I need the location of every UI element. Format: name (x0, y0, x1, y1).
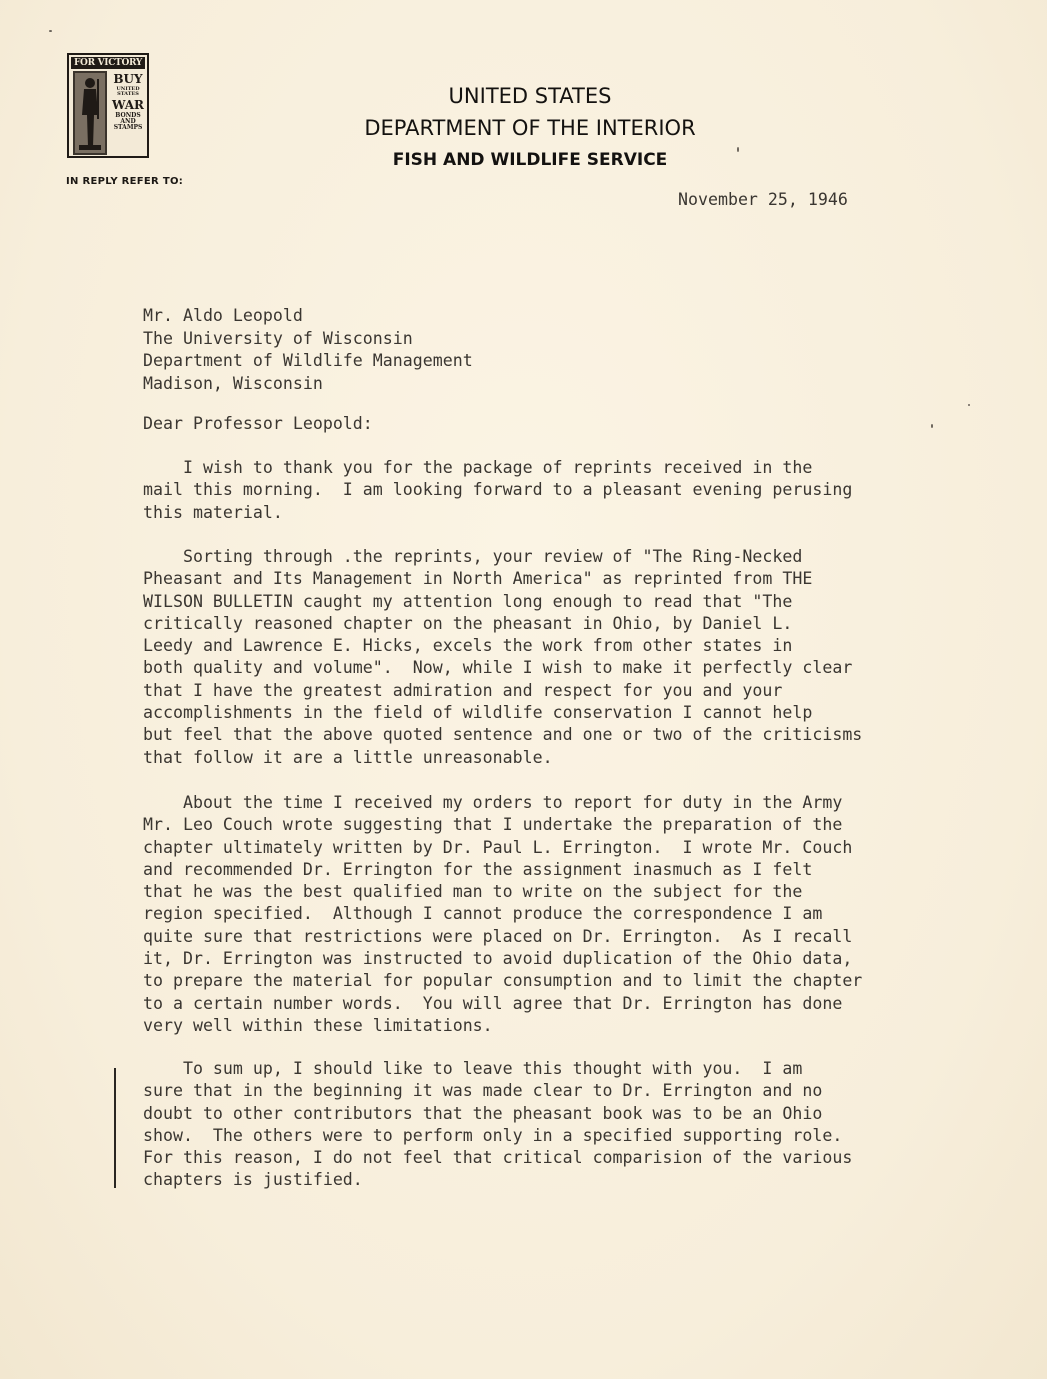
paragraph-2 (143, 546, 862, 769)
body-line: both quality and volume". Now, while I wish to make it perfectly clear (143, 658, 853, 678)
body-line: to prepare the material for popular consumption and to limit the chapter (143, 971, 863, 991)
body-line: it, Dr. Errington was instructed to avoid duplication of the Ohio data, (143, 949, 853, 969)
stamp-bonds-stamps: BONDS AND STAMPS (113, 112, 143, 131)
body-line: mail this morning. I am looking forward to a pleasant evening perusing (143, 480, 853, 500)
letterhead-line-2: DEPARTMENT OF THE INTERIOR (364, 116, 696, 140)
body-line: I wish to thank you for the package of reprints received in the (143, 458, 813, 477)
body-line: very well within these limitations. (143, 1015, 493, 1035)
body-line: About the time I received my orders to report for duty in the Army (143, 793, 843, 812)
body-line: region specified. Although I cannot produce the correspondence I am (143, 904, 823, 924)
body-line: and recommended Dr. Errington for the assignment inasmuch as I felt (143, 859, 813, 879)
recipient-address (143, 305, 473, 395)
body-line: Sorting through .the reprints, your review of "The Ring-Necked (143, 547, 803, 566)
body-line: doubt to other contributors that the pheasant book was to be an Ohio (143, 1103, 823, 1123)
body-line: For this reason, I do not feel that critical comparision of the various (143, 1148, 853, 1168)
address-line: Madison, Wisconsin (143, 373, 323, 393)
paragraph-1 (143, 457, 852, 524)
body-line: Leedy and Lawrence E. Hicks, excels the work from other states in (143, 636, 793, 656)
letterhead-line-1: UNITED STATES (448, 84, 612, 108)
reply-refer-label: IN REPLY REFER TO: (66, 176, 184, 187)
stamp-buy-text (109, 73, 147, 131)
body-line: critically reasoned chapter on the pheasant in Ohio, by Daniel L. (143, 613, 793, 633)
body-line: to a certain number words. You will agree that Dr. Errington has done (143, 993, 843, 1013)
body-line: Mr. Leo Couch wrote suggesting that I undertake the preparation of the (143, 815, 843, 835)
body-line: chapter ultimately written by Dr. Paul L. Errington. I wrote Mr. Couch (143, 837, 853, 857)
paper-speck (737, 147, 739, 152)
paper-speck (931, 424, 933, 428)
stamp-war: WAR (112, 98, 144, 112)
address-line: The University of Wisconsin (143, 328, 413, 348)
stamp-buy: BUY (113, 72, 143, 86)
body-line: that he was the best qualified man to write on the subject for the (143, 882, 803, 902)
address-line: Department of Wildlife Management (143, 351, 473, 370)
salutation: Dear Professor Leopold: (143, 414, 373, 433)
body-line: but feel that the above quoted sentence and one or two of the criticisms (143, 725, 863, 745)
paper-speck (49, 30, 52, 32)
letter-date: November 25, 1946 (678, 190, 848, 209)
body-line: show. The others were to perform only in a specified supporting role. (143, 1125, 843, 1145)
stamp-united-states: UNITED STATES (116, 86, 140, 97)
address-line: Mr. Aldo Leopold (143, 306, 303, 325)
body-line: WILSON BULLETIN caught my attention long enough to read that "The (143, 591, 793, 611)
body-line: that follow it are a little unreasonable. (143, 747, 553, 767)
stamp-top-text: FOR VICTORY (71, 57, 145, 69)
body-line: accomplishments in the field of wildlife conservation I cannot help (143, 703, 813, 723)
body-line: this material. (143, 502, 283, 522)
war-bonds-stamp-logo (67, 53, 149, 158)
paragraph-4 (143, 1058, 852, 1192)
body-line: To sum up, I should like to leave this thought with you. I am (143, 1059, 803, 1078)
body-line: quite sure that restrictions were placed on Dr. Errington. As I recall (143, 926, 853, 946)
body-line: chapters is justified. (143, 1170, 363, 1190)
body-line: Pheasant and Its Management in North America" as reprinted from THE (143, 569, 813, 589)
paragraph-3 (143, 792, 862, 1037)
body-line: that I have the greatest admiration and respect for you and your (143, 680, 783, 700)
minuteman-icon (73, 71, 107, 155)
margin-mark (114, 1068, 116, 1188)
paper-speck (968, 404, 970, 406)
body-line: sure that in the beginning it was made clear to Dr. Errington and no (143, 1081, 823, 1101)
letterhead-line-3: FISH AND WILDLIFE SERVICE (392, 150, 668, 170)
